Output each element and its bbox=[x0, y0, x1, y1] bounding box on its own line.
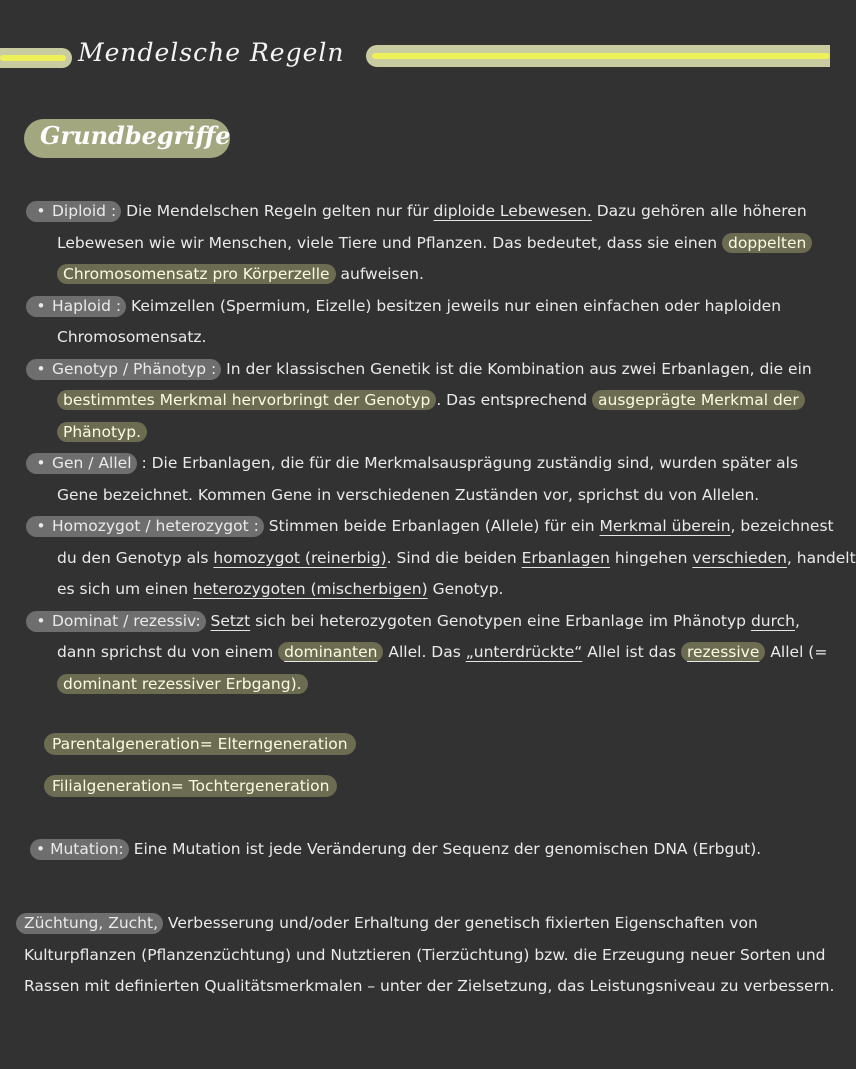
text-run: , bbox=[795, 611, 800, 630]
zuechtung-term: Züchtung, Zucht, bbox=[16, 913, 163, 934]
text-run: . Sind die beiden bbox=[386, 548, 522, 567]
generation-parental: Parentalgeneration= Elterngeneration bbox=[44, 735, 356, 753]
definition-line bbox=[26, 448, 856, 480]
text-run: Chromosomensatz. bbox=[57, 328, 207, 346]
mutation-term: • Mutation: bbox=[30, 839, 129, 860]
definition-term: • Dominat / rezessiv: bbox=[26, 611, 206, 632]
bullet: • bbox=[36, 359, 46, 378]
definition-line bbox=[26, 543, 856, 575]
underlined-text: heterozygoten (mischerbigen) bbox=[193, 580, 428, 598]
definition-line bbox=[26, 322, 856, 354]
text-run: Die Mendelschen Regeln gelten nur für bbox=[121, 202, 434, 220]
text-run: Allel ist das bbox=[582, 643, 681, 661]
bullet: • bbox=[36, 454, 46, 472]
text-run: . Das entsprechend bbox=[436, 391, 592, 409]
banner-bar-left bbox=[0, 48, 72, 68]
text-run: sich bei heterozygoten Genotypen eine Erbanlage im Phänotyp bbox=[250, 611, 751, 630]
definition-term: • Haploid : bbox=[26, 296, 126, 317]
definition-line bbox=[26, 669, 856, 701]
highlighted-text: Phänotyp. bbox=[57, 422, 147, 442]
page-title: Mendelsche Regeln bbox=[78, 38, 345, 67]
definition-line bbox=[26, 574, 856, 606]
section-heading: Grundbegriffe bbox=[40, 121, 231, 150]
text-run: Allel (= bbox=[765, 643, 828, 661]
text-run: : Die Erbanlagen, die für die Merkmalsausprägung zuständig sind, wurden später als bbox=[136, 454, 799, 472]
highlighted-text: Chromosomensatz pro Körperzelle bbox=[57, 264, 336, 284]
bullet: • bbox=[36, 296, 46, 315]
definition-line bbox=[26, 637, 856, 669]
text-run: es sich um einen bbox=[57, 580, 193, 598]
underlined-text: verschieden bbox=[692, 548, 787, 567]
text-run: Stimmen beide Erbanlagen (Allele) für ein bbox=[263, 517, 600, 535]
text-run: hingehen bbox=[609, 548, 693, 567]
underlined-text: Erbanlagen bbox=[521, 548, 610, 567]
mutation-definition bbox=[30, 840, 761, 858]
text-run: dann sprichst du von einem bbox=[57, 643, 279, 661]
highlighted-text: doppelten bbox=[722, 233, 812, 253]
definition-line bbox=[26, 606, 856, 638]
definition-list bbox=[26, 196, 856, 700]
definition-line bbox=[26, 385, 856, 417]
definition-line bbox=[26, 417, 856, 449]
definition-term: • Diploid : bbox=[26, 201, 121, 222]
definition-line bbox=[26, 259, 856, 291]
text-run: , bezeichnest bbox=[730, 517, 834, 535]
text-run: Gene bezeichnet. Kommen Gene in verschiedenen Zuständen vor, sprichst du von Allelen. bbox=[57, 485, 760, 504]
highlighted-text: ausgeprägte Merkmal der bbox=[592, 390, 805, 410]
text-run: In der klassischen Genetik ist die Kombination aus zwei Erbanlagen, die ein bbox=[221, 359, 812, 378]
generation-filial: Filialgeneration= Tochtergeneration bbox=[44, 777, 337, 795]
definition-term: • Gen / Allel bbox=[26, 453, 137, 474]
underlined-text: „unterdrückte“ bbox=[465, 643, 583, 661]
underlined-text: diploide Lebewesen. bbox=[433, 202, 592, 220]
text-run: Keimzellen (Spermium, Eizelle) besitzen jeweils nur einen einfachen oder haploiden bbox=[126, 296, 782, 315]
definition-line bbox=[26, 511, 856, 543]
text-run: , handelt bbox=[786, 548, 856, 567]
underlined-text: Setzt bbox=[210, 611, 251, 630]
zuechtung-definition: Züchtung, Zucht, Verbesserung und/oder Erhaltung der genetisch fixierten Eigenschaften von Kulturpflanzen (Pflanzenzüchtung) und Nutztieren (Tierzüchtung) bzw. die Erzeugung neuer Sorten und Rassen mit definierten Qualitätsmerkmalen – unter der Zielsetzung, das Leistungsniveau zu verbessern. bbox=[16, 908, 834, 1003]
text-run: Allel. Das bbox=[383, 643, 466, 661]
definition-item bbox=[26, 291, 856, 354]
definition-term: • Homozygot / heterozygot : bbox=[26, 516, 264, 537]
underlined-text: durch bbox=[750, 611, 795, 630]
text-run: Genotyp. bbox=[427, 580, 504, 598]
bullet: • bbox=[36, 517, 46, 535]
definition-item bbox=[26, 196, 856, 291]
mutation-text: Eine Mutation ist jede Veränderung der Sequenz der genomischen DNA (Erbgut). bbox=[128, 840, 762, 858]
highlighted-underlined-text: dominanten bbox=[278, 642, 383, 662]
text-run: aufweisen. bbox=[335, 265, 424, 283]
definition-line bbox=[26, 480, 856, 512]
bullet: • bbox=[36, 202, 46, 220]
definition-item bbox=[26, 606, 856, 701]
underlined-text: homozygot (reinerbig) bbox=[213, 548, 387, 567]
definition-line bbox=[26, 354, 856, 386]
highlighted-text: bestimmtes Merkmal hervorbringt der Genotyp bbox=[57, 390, 436, 410]
highlighted-underlined-text: rezessive bbox=[681, 642, 765, 662]
definition-item bbox=[26, 448, 856, 511]
underlined-text: Merkmal überein bbox=[599, 517, 731, 535]
bullet: • bbox=[36, 611, 46, 630]
definition-line bbox=[26, 291, 856, 323]
definition-item bbox=[26, 354, 856, 449]
highlighted-text: dominant rezessiver Erbgang). bbox=[57, 674, 308, 694]
definition-item bbox=[26, 511, 856, 606]
banner-bar-right bbox=[366, 45, 830, 67]
definition-line bbox=[26, 196, 856, 228]
text-run: Lebewesen wie wir Menschen, viele Tiere und Pflanzen. Das bedeutet, dass sie einen bbox=[57, 233, 723, 252]
definition-term: • Genotyp / Phänotyp : bbox=[26, 359, 221, 380]
title-banner bbox=[0, 38, 828, 72]
text-run: Dazu gehören alle höheren bbox=[591, 202, 807, 220]
text-run: du den Genotyp als bbox=[57, 548, 214, 567]
definition-line bbox=[26, 228, 856, 260]
